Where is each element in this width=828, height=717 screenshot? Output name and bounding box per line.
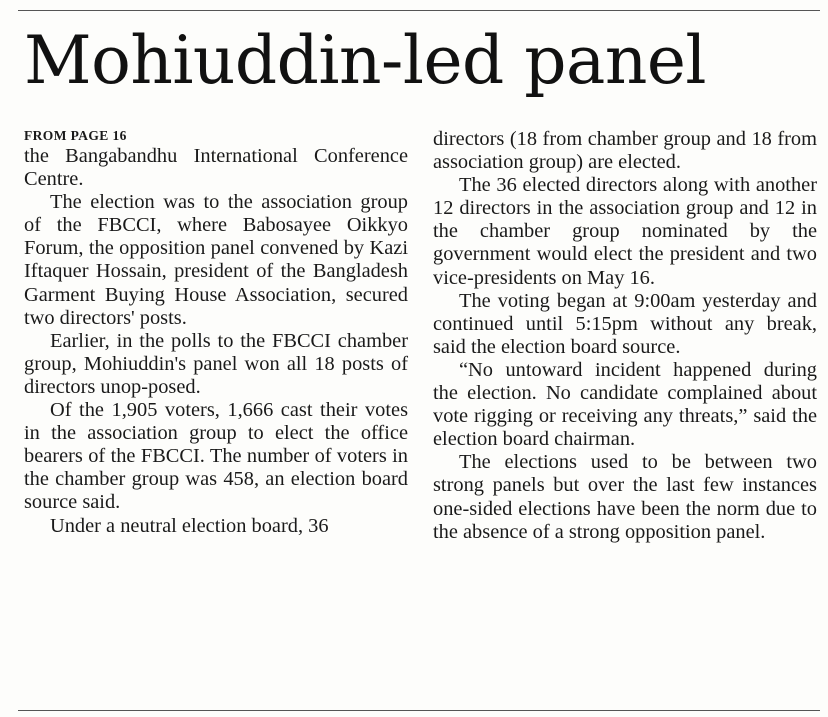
- paragraph: Under a neutral election board, 36: [50, 514, 329, 537]
- headline: Mohiuddin-led panel: [24, 22, 707, 99]
- right-column: [433, 128, 817, 544]
- paragraph: The 36 elected directors along with another 12 directors in the association group and 12 in the chamber group nominated by the government would elect the president and two vice-presidents on May 16.: [433, 174, 817, 289]
- paragraph: the Bangabandhu International Conference Centre.: [24, 145, 408, 191]
- paragraph: “No untoward incident happened during the election. No candidate complained about vote rigging or receiving any threats,” said the election board chairman.: [433, 358, 817, 451]
- paragraph: directors (18 from chamber group and 18 from association group) are elected.: [433, 128, 817, 174]
- paragraph: The voting began at 9:00am yesterday and continued until 5:15pm without any break, said the election board source.: [433, 289, 817, 358]
- bottom-rule: [18, 710, 820, 711]
- paragraph: The elections used to be between two strong panels but over the last few instances one-sided elections have been the norm due to the absence of a strong opposition panel.: [433, 451, 817, 543]
- paragraph: Earlier, in the polls to the FBCCI chamber group, Mohiuddin's panel won all 18 posts of directors unop-posed.: [24, 329, 408, 398]
- top-rule: [18, 10, 820, 11]
- paragraph: Of the 1,905 voters, 1,666 cast their votes in the association group to elect the office bearers of the FBCCI. The number of voters in the chamber group was 458, an election board source said.: [24, 399, 408, 514]
- left-column: [24, 128, 408, 538]
- paragraph: The election was to the association group of the FBCCI, where Babosayee Oikkyo Forum, the opposition panel convened by Kazi Iftaquer Hossain, president of the Bangladesh Garment Buying House Association, secured two directors' posts.: [24, 191, 408, 329]
- jump-label: FROM PAGE 16: [24, 128, 127, 143]
